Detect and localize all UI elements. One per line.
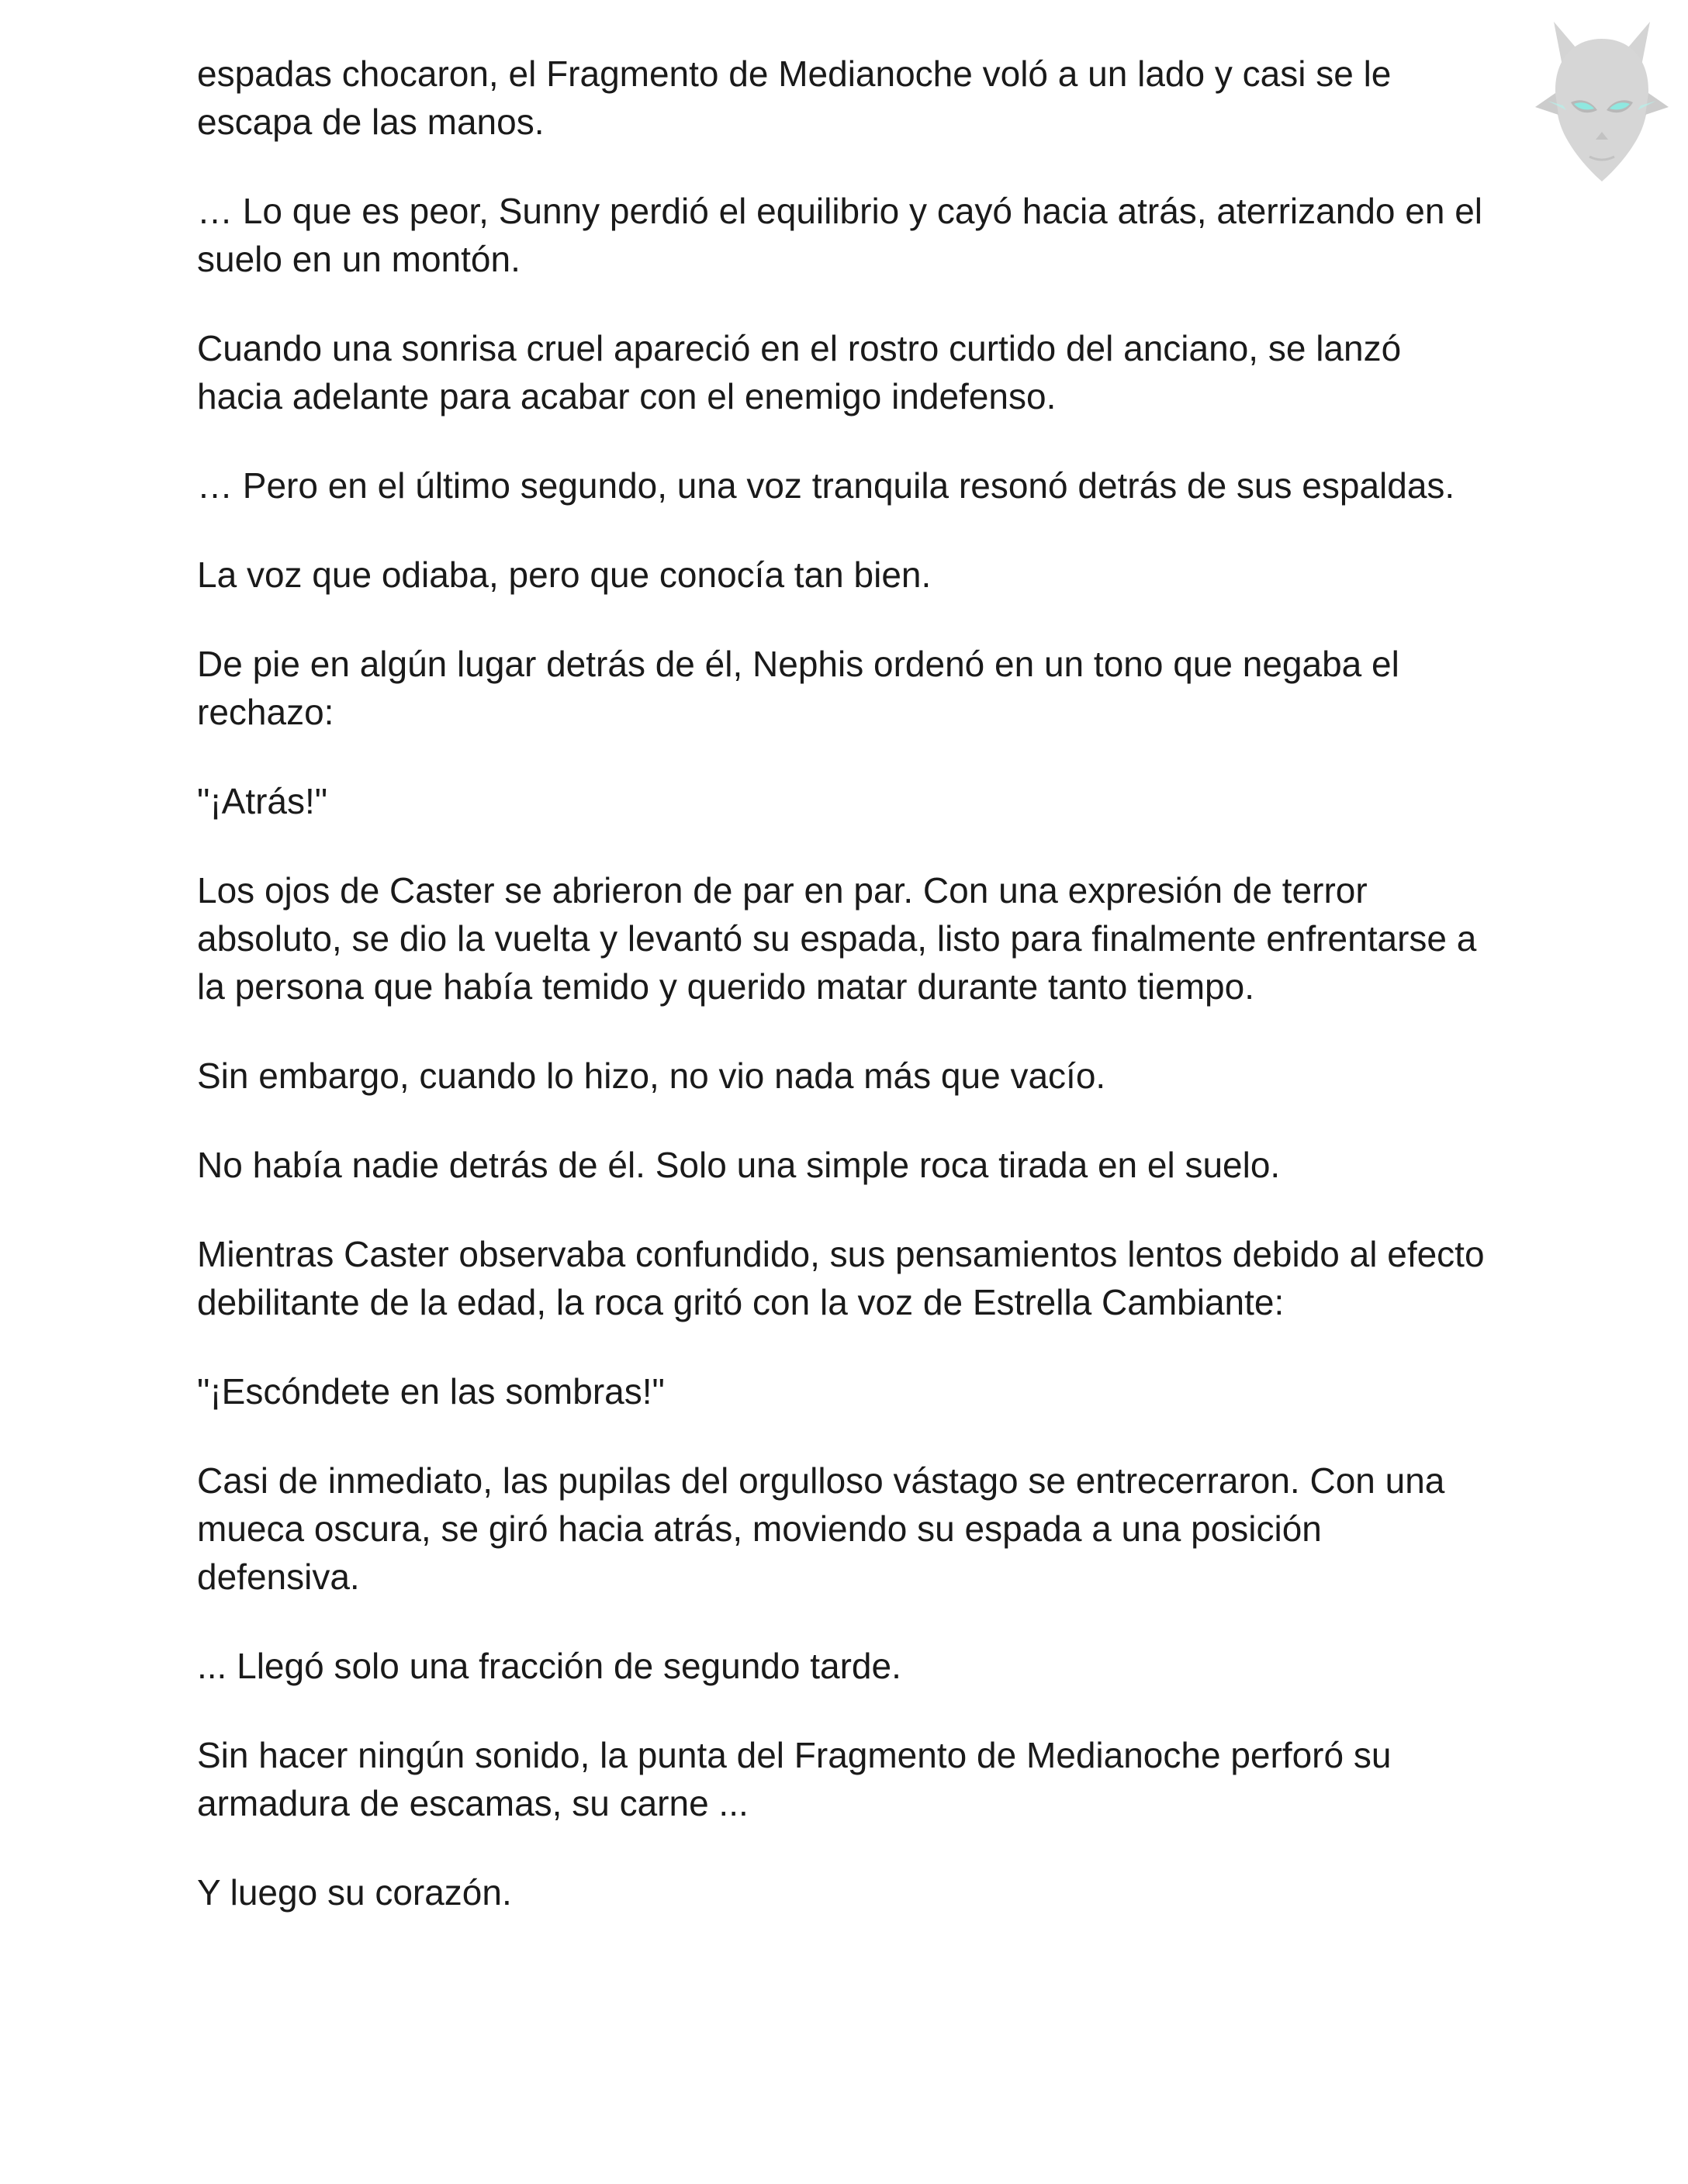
paragraph: Los ojos de Caster se abrieron de par en par. Con una expresión de terror absoluto, se dio la vuelta y levantó su espada, listo para finalmente enfrentarse a la persona que había temido y querido matar durante tanto tiempo.: [197, 870, 1477, 1007]
chapter-text: [197, 50, 1485, 1958]
paragraph: Casi de inmediato, las pupilas del orgulloso vástago se entrecerraron. Con una mueca oscura, se giró hacia atrás, moviendo su espada a una posición defensiva.: [197, 1460, 1445, 1597]
horned-demon-head-icon: [1532, 16, 1672, 186]
paragraph: espadas chocaron, el Fragmento de Medianoche voló a un lado y casi se le escapa de las manos.: [197, 54, 1392, 142]
paragraph: "¡Escóndete en las sombras!": [197, 1371, 665, 1412]
paragraph: ... Llegó solo una fracción de segundo tarde.: [197, 1646, 901, 1686]
paragraph: Y luego su corazón.: [197, 1872, 512, 1913]
paragraph: Sin hacer ningún sonido, la punta del Fragmento de Medianoche perforó su armadura de escamas, su carne ...: [197, 1735, 1392, 1823]
paragraph: No había nadie detrás de él. Solo una simple roca tirada en el suelo.: [197, 1145, 1281, 1185]
paragraph: De pie en algún lugar detrás de él, Nephis ordenó en un tono que negaba el rechazo:: [197, 644, 1399, 732]
paragraph: "¡Atrás!": [197, 781, 328, 821]
paragraph: … Pero en el último segundo, una voz tranquila resonó detrás de sus espaldas.: [197, 465, 1455, 506]
paragraph: Sin embargo, cuando lo hizo, no vio nada más que vacío.: [197, 1056, 1106, 1096]
paragraph: Cuando una sonrisa cruel apareció en el rostro curtido del anciano, se lanzó hacia adelante para acabar con el enemigo indefenso.: [197, 328, 1402, 416]
paragraph: … Lo que es peor, Sunny perdió el equilibrio y cayó hacia atrás, aterrizando en el suelo en un montón.: [197, 191, 1483, 279]
paragraph: Mientras Caster observaba confundido, sus pensamientos lentos debido al efecto debilitante de la edad, la roca gritó con la voz de Estrella Cambiante:: [197, 1234, 1485, 1322]
paragraph: La voz que odiaba, pero que conocía tan bien.: [197, 555, 932, 595]
